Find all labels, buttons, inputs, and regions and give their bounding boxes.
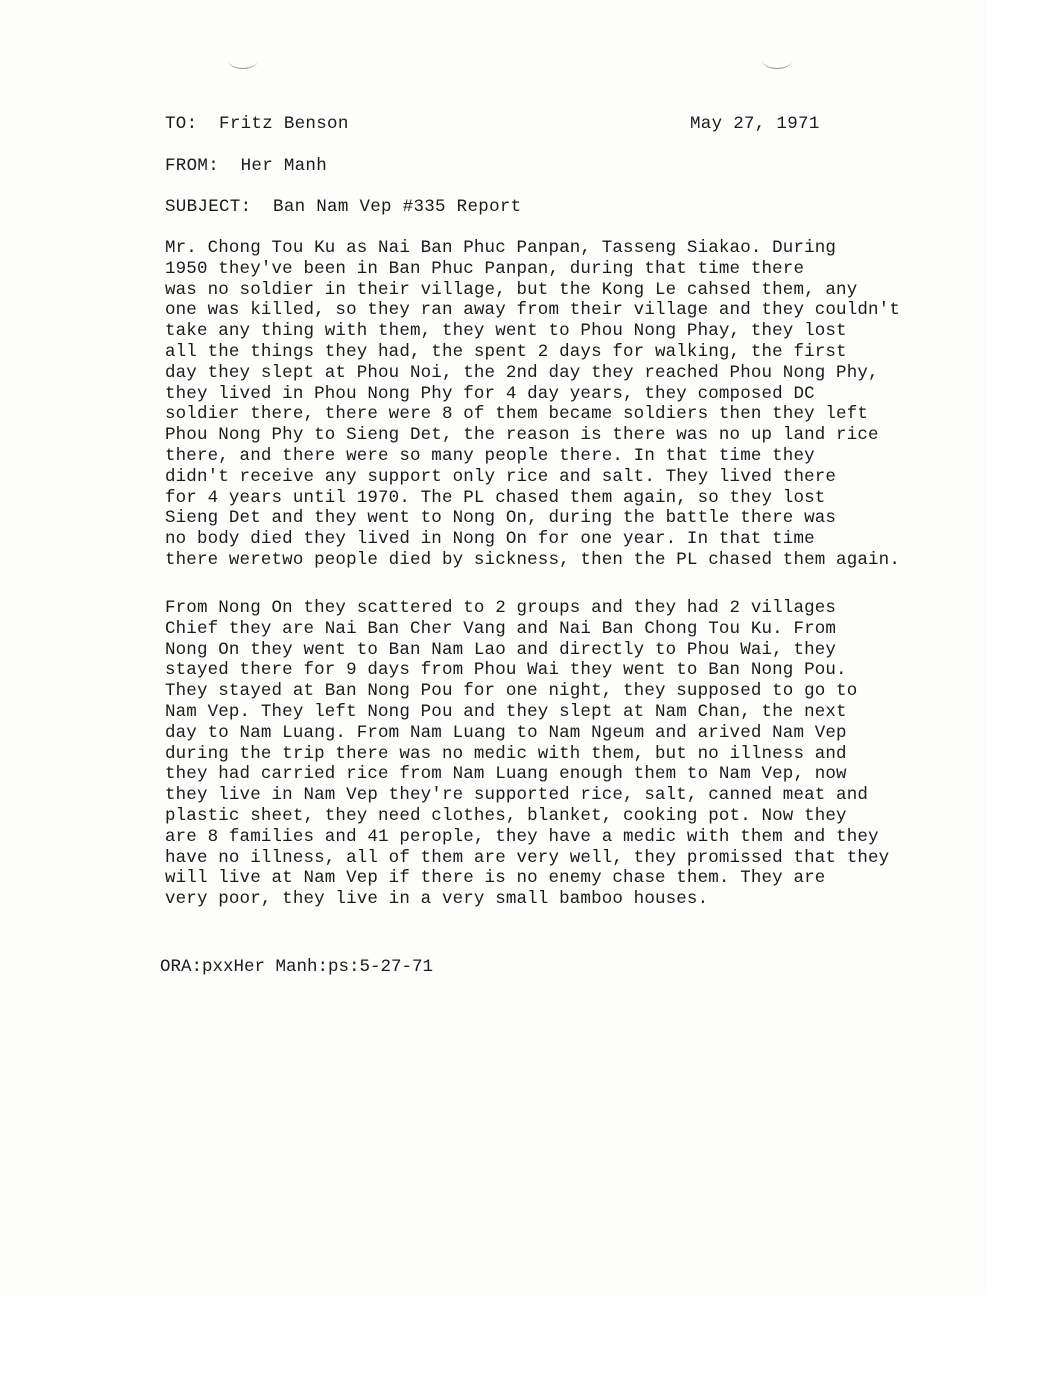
subject-text: Ban Nam Vep #335 Report — [273, 197, 522, 217]
punch-hole-mark-left — [228, 52, 258, 69]
to-label: TO: — [165, 114, 198, 134]
subject-line — [165, 197, 521, 217]
punch-hole-mark-right — [762, 52, 792, 69]
subject-label: SUBJECT: — [165, 197, 252, 217]
body-paragraph-2: From Nong On they scattered to 2 groups and they had 2 villages Chief they are Nai Ban Cher Vang and Nai Ban Chong Tou Ku. From Nong On they went to Ban Nam Lao and directly to Phou Wai, they stayed there for 9 days from Phou Wai they went to Ban Nong Pou. They stayed at Ban Nong Pou for one night, they supposed to go to Nam Vep. They left Nong Pou and they slept at Nam Chan, the next day to Nam Luang. From Nam Luang to Nam Ngeum and arived Nam Vep during the trip there was no medic with them, but no illness and they had carried rice from Nam Luang enough them to Nam Vep, now they live in Nam Vep they're supported rice, salt, canned meat and plastic sheet, they need clothes, blanket, cooking pot. Now they are 8 families and 41 perople, they have a medic with them and they have no illness, all of them are very well, they promissed that they will live at Nam Vep if there is no enemy chase them. They are very poor, they live in a very small bamboo houses. — [165, 598, 890, 910]
to-line — [165, 114, 349, 134]
from-label: FROM: — [165, 156, 220, 176]
from-name: Her Manh — [240, 156, 328, 176]
from-line — [165, 156, 327, 176]
to-name: Fritz Benson — [219, 114, 349, 134]
reference-initials: ORA:pxxHer Manh:ps:5-27-71 — [160, 957, 434, 977]
memo-date: May 27, 1971 — [690, 114, 820, 134]
body-paragraph-1: Mr. Chong Tou Ku as Nai Ban Phuc Panpan, Tasseng Siakao. During 1950 they've been in Ban Phuc Panpan, during that time there was no soldier in their village, but the Kong Le cahsed them, any one was killed, so they ran away from their village and they couldn't take any thing with them, they went to Phou Nong Phay, they lost all the things they had, the spent 2 days for walking, the first day they slept at Phou Noi, the 2nd day they reached Phou Nong Phy, they lived in Phou Nong Phy for 4 day years, they composed DC soldier there, there were 8 of them became soldiers then they left Phou Nong Phy to Sieng Det, the reason is there was no up land rice there, and there were so many people there. In that time they didn't receive any support only rice and salt. They lived there for 4 years until 1970. The PL chased them again, so they lost Sieng Det and they went to Nong On, during the battle there was no body died they lived in Nong On for one year. In that time there weretwo people died by sickness, then the PL chased them again. — [165, 238, 900, 570]
